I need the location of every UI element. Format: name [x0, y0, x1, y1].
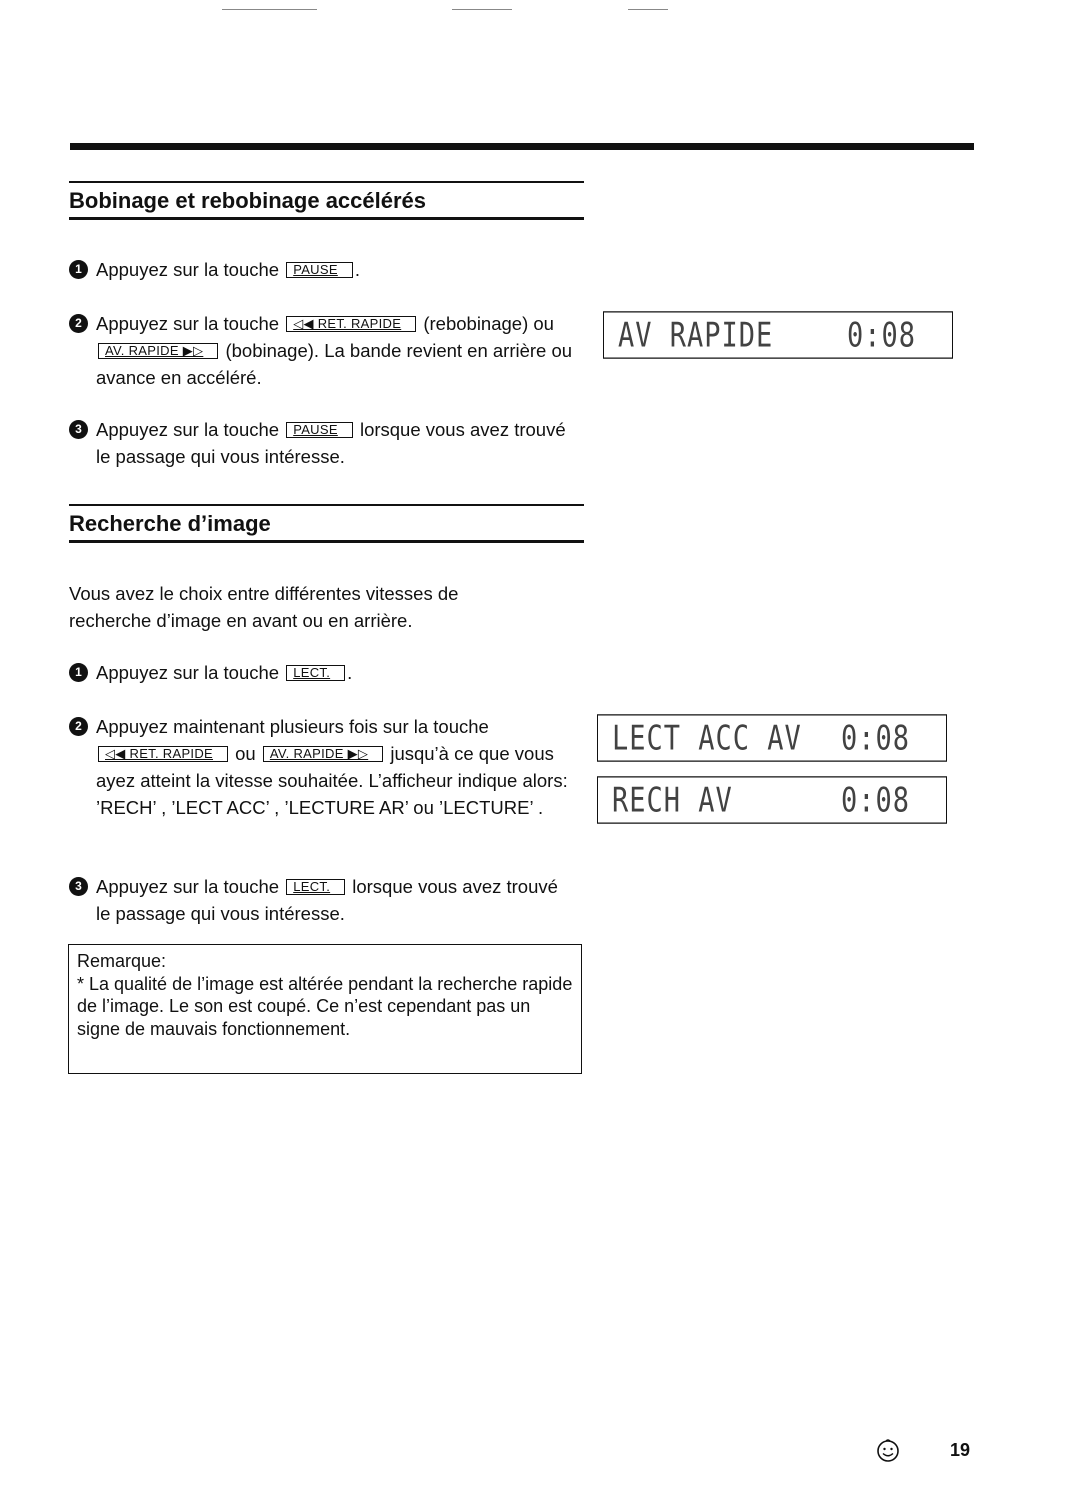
display-counter: 0:08	[840, 780, 910, 820]
lect-key: LECT.	[286, 665, 345, 681]
step-text-after: (bobinage). La bande revient en arrière ou avance en accéléré.	[96, 340, 573, 388]
av-rapide-key: AV. RAPIDE ▶▷	[263, 746, 383, 762]
smiley-face-icon	[875, 1438, 901, 1464]
top-rule	[70, 143, 974, 150]
display-lect-acc-av	[597, 714, 947, 762]
pause-key: PAUSE	[286, 262, 353, 278]
note-body: * La qualité de l’image est altérée pendant la recherche rapide de l’image. Le son est coupé. Ce n’est cependant pas un signe de mauvais fonctionnement.	[77, 973, 573, 1039]
step-number: 3	[69, 420, 88, 439]
step-text-after: jusqu’à ce que vous ayez atteint la vitesse souhaitée. L’afficheur indique alors: ’RECH’ , ’LECT ACC’ , ’LECTURE AR’ ou ’LECTURE’ .	[96, 743, 568, 818]
display-text: RECH AV	[612, 780, 733, 820]
step-1-bobinage	[69, 256, 584, 283]
note-heading: Remarque:	[77, 951, 167, 971]
step-number: 1	[69, 663, 88, 682]
step-text: Appuyez maintenant plusieurs fois sur la touche	[96, 716, 489, 737]
step-text-after: lorsque vous avez trouvé le passage qui vous intéresse.	[96, 419, 566, 467]
step-number: 2	[69, 717, 88, 736]
step-text: Appuyez sur la touche	[96, 313, 280, 334]
step-2-recherche	[69, 713, 569, 821]
ret-rapide-key: ◁◀ RET. RAPIDE	[98, 746, 228, 762]
step-1-recherche	[69, 659, 584, 686]
display-text: AV RAPIDE	[618, 315, 774, 355]
step-text: Appuyez sur la touche	[96, 662, 280, 683]
pause-key: PAUSE	[286, 422, 353, 438]
display-counter: 0:08	[840, 718, 910, 758]
note-box	[68, 944, 582, 1074]
section-bottom-line	[69, 540, 584, 543]
step-text-after: .	[354, 259, 360, 280]
step-text: Appuyez sur la touche	[96, 876, 280, 897]
step-text: Appuyez sur la touche	[96, 419, 280, 440]
step-number: 2	[69, 314, 88, 333]
page-number: 19	[950, 1440, 971, 1460]
section-header-recherche	[69, 504, 584, 543]
step-text: Appuyez sur la touche	[96, 259, 280, 280]
step-number: 1	[69, 260, 88, 279]
scan-artifact	[628, 9, 668, 10]
section-title: Bobinage et rebobinage accélérés	[69, 188, 427, 213]
display-text: LECT ACC AV	[612, 718, 802, 758]
section-header-bobinage	[69, 181, 584, 220]
step-text-mid: ou	[235, 743, 256, 764]
step-text-mid: (rebobinage) ou	[423, 313, 554, 334]
step-text-after: lorsque vous avez trouvé le passage qui vous intéresse.	[96, 876, 558, 924]
display-av-rapide	[603, 311, 953, 359]
ret-rapide-key: ◁◀ RET. RAPIDE	[286, 316, 416, 332]
section-title: Recherche d’image	[69, 511, 271, 536]
step-3-recherche	[69, 873, 569, 927]
scan-artifact	[222, 9, 317, 10]
lect-key: LECT.	[286, 879, 345, 895]
step-number: 3	[69, 877, 88, 896]
step-text-after: .	[347, 662, 353, 683]
recherche-intro: Vous avez le choix entre différentes vitesses de recherche d’image en avant ou en arrière.	[69, 583, 459, 631]
display-rech-av	[597, 776, 947, 824]
scan-artifact	[452, 9, 512, 10]
display-counter: 0:08	[846, 315, 916, 355]
av-rapide-key: AV. RAPIDE ▶▷	[98, 343, 218, 359]
section-bottom-line	[69, 217, 584, 220]
step-3-bobinage	[69, 416, 584, 470]
step-2-bobinage	[69, 310, 584, 391]
